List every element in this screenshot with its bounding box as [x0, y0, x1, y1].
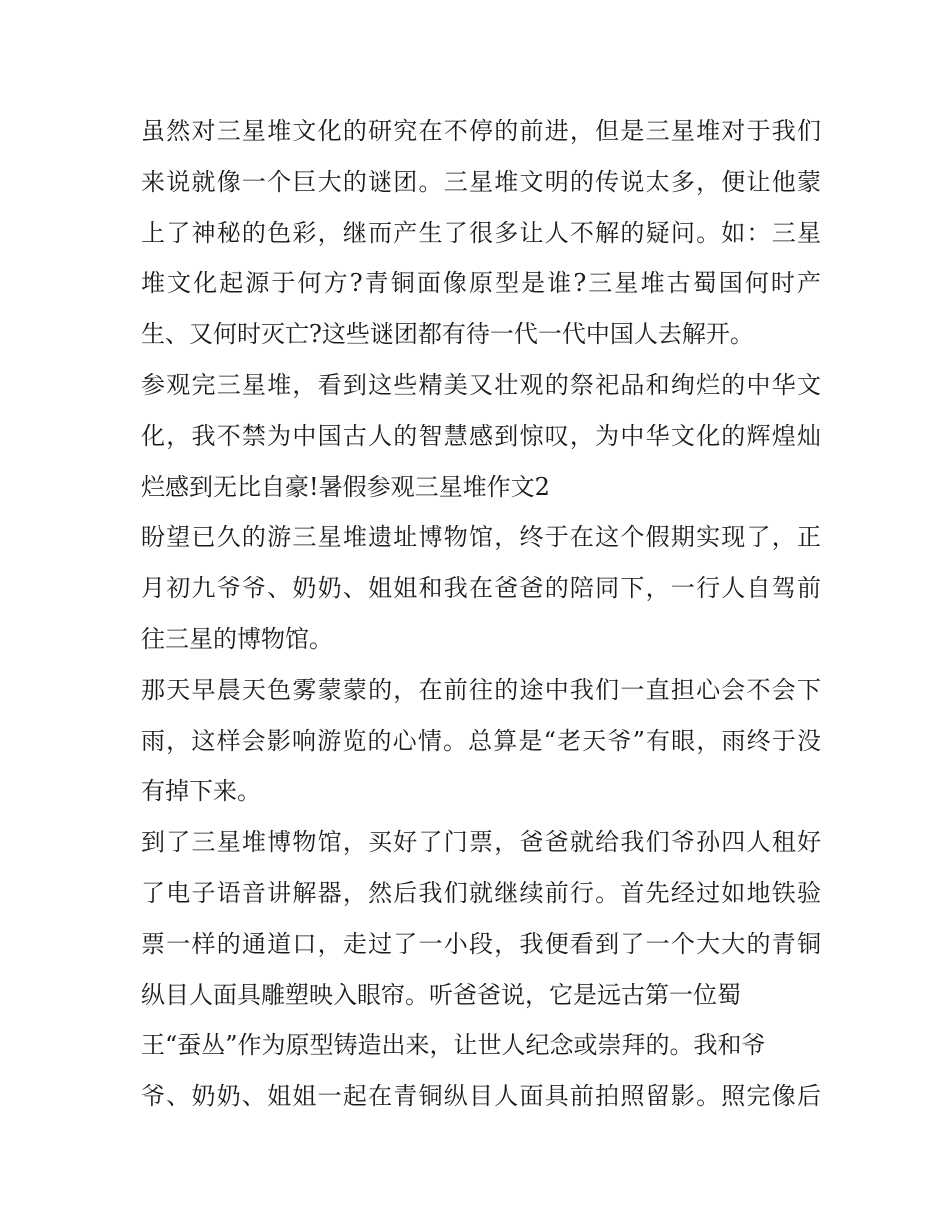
text-line: 爷、奶奶、姐姐一起在青铜纵目人面具前拍照留影。照完像后: [141, 1082, 821, 1111]
text-line: 了电子语音讲解器，然后我们就继续前行。首先经过如地铁验: [141, 878, 821, 907]
body-text: [141, 106, 821, 1122]
text-line: 有掉下来。: [141, 777, 261, 806]
text-line: 参观完三星堆，看到这些精美又壮观的祭祀品和绚烂的中华文: [141, 370, 821, 399]
text-line: 纵目人面具雕塑映入眼帘。听爸爸说，它是远古第一位蜀: [141, 980, 741, 1009]
text-line: 往三星的博物馆。: [141, 624, 333, 653]
text-line: 那天早晨天色雾蒙蒙的，在前往的途中我们一直担心会不会下: [141, 675, 821, 704]
text-line: 月初九爷爷、奶奶、姐姐和我在爸爸的陪同下，一行人自驾前: [141, 574, 821, 603]
text-line: 王“蚕丛”作为原型铸造出来，让世人纪念或崇拜的。我和爷: [141, 1031, 766, 1060]
text-line: 雨，这样会影响游览的心情。总算是“老天爷”有眼，雨终于没: [141, 726, 821, 755]
text-line: 堆文化起源于何方?青铜面像原型是谁?三星堆古蜀国何时产: [141, 269, 821, 298]
section-heading-line: 烂感到无比自豪!暑假参观三星堆作文2: [141, 472, 550, 501]
text-line: 盼望已久的游三星堆遗址博物馆，终于在这个假期实现了，正: [141, 523, 821, 552]
text-line: 化，我不禁为中国古人的智慧感到惊叹，为中华文化的辉煌灿: [141, 421, 821, 450]
text-line: 上了神秘的色彩，继而产生了很多让人不解的疑问。如：三星: [141, 218, 821, 247]
text-line: 虽然对三星堆文化的研究在不停的前进，但是三星堆对于我们: [141, 117, 821, 145]
text-line: 票一样的通道口，走过了一小段，我便看到了一个大大的青铜: [141, 929, 821, 958]
text-line: 生、又何时灭亡?这些谜团都有待一代一代中国人去解开。: [141, 320, 754, 349]
text-line: 来说就像一个巨大的谜团。三星堆文明的传说太多，便让他蒙: [141, 167, 821, 196]
text-line: 到了三星堆博物馆，买好了门票，爸爸就给我们爷孙四人租好: [141, 828, 821, 857]
